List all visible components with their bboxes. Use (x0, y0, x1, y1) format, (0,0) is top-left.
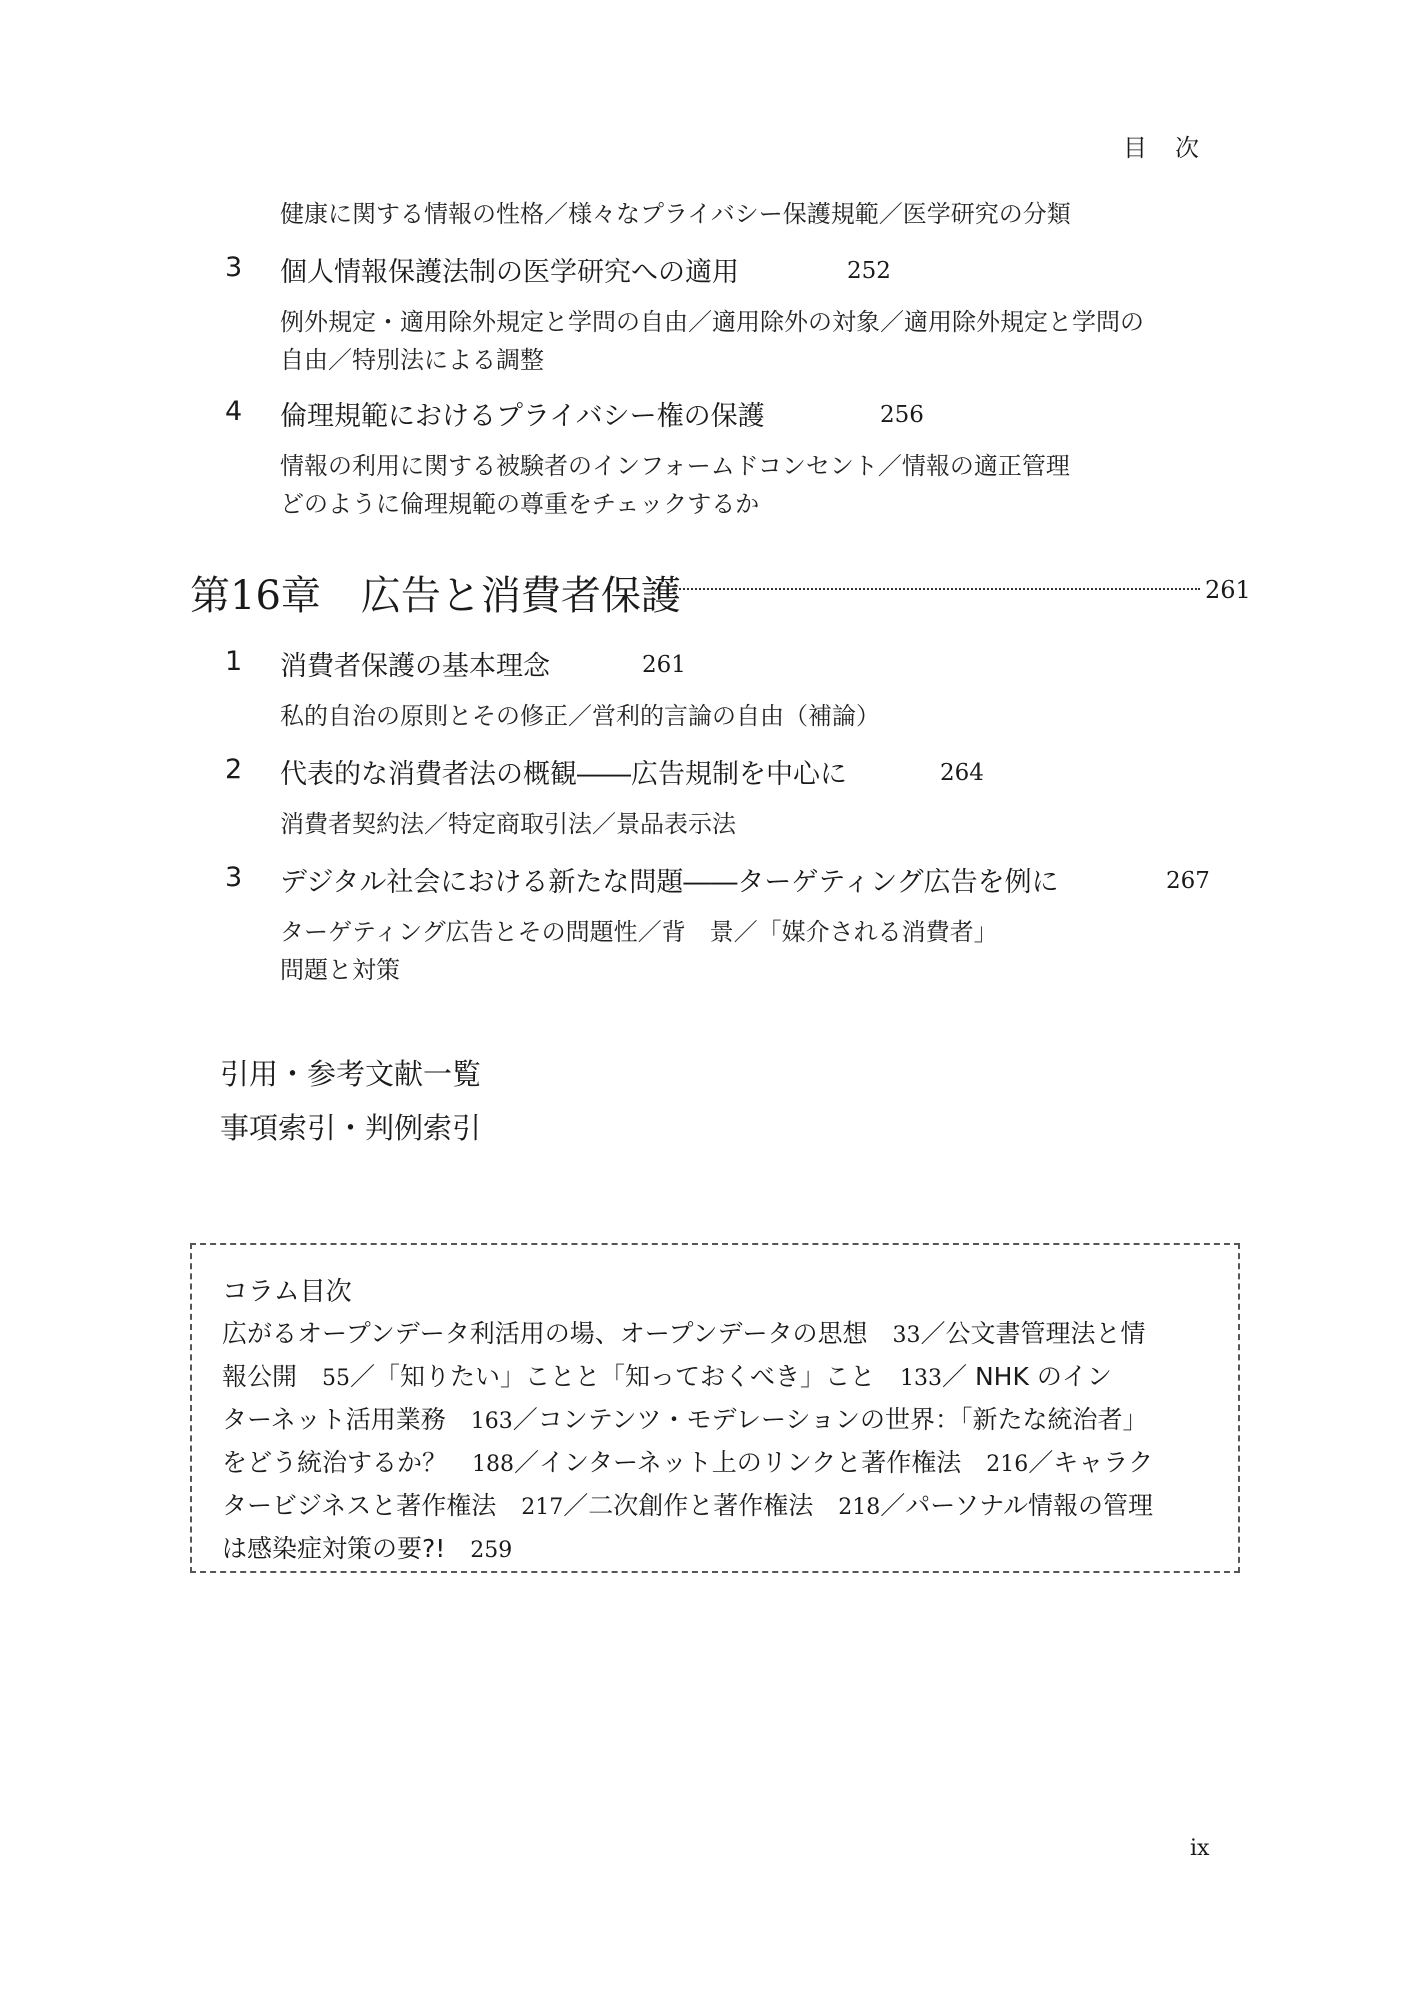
column-text: ／コンテンツ・モデレーションの世界：「新たな統治者」 (512, 1405, 1148, 1434)
column-page-ref: 218 (838, 1495, 881, 1520)
section-title: 個人情報保護法制の医学研究への適用 (280, 257, 739, 288)
column-page-ref: 163 (470, 1409, 513, 1434)
column-page-ref: 188 (472, 1452, 515, 1477)
section-page: 264 (940, 760, 984, 786)
column-text: ／キャラク (1028, 1448, 1154, 1477)
column-page-ref: 55 (322, 1366, 351, 1391)
section-number: 3 (225, 252, 243, 283)
column-text: ／二次創作と著作権法 (563, 1491, 839, 1520)
section-title: 消費者保護の基本理念 (280, 651, 550, 682)
column-page-ref: 216 (986, 1452, 1029, 1477)
section-title: デジタル社会における新たな問題――ターゲティング広告を例に (280, 867, 1059, 898)
column-contents-body (222, 1313, 1212, 1571)
section-summary-line: 問題と対策 (280, 956, 400, 984)
column-text: ターネット活用業務 (222, 1405, 471, 1434)
page-folio: ix (1190, 1836, 1210, 1861)
column-text: は感染症対策の要?! (222, 1534, 471, 1563)
column-text: をどう統治するか？ (222, 1448, 473, 1477)
chapter-heading: 第16章 広告と消費者保護 (190, 573, 681, 619)
chapter-page: 261 (1205, 576, 1251, 604)
section-page: 261 (642, 652, 686, 678)
section-summary-line: 情報の利用に関する被験者のインフォームドコンセント／情報の適正管理 (280, 452, 1070, 480)
column-contents-title: コラム目次 (222, 1277, 352, 1307)
column-line (222, 1356, 1212, 1399)
column-text: 広がるオープンデータ利活用の場、オープンデータの思想 (222, 1319, 893, 1348)
section-summary-line: 自由／特別法による調整 (280, 346, 544, 374)
column-line (222, 1313, 1212, 1356)
column-text: ／公文書管理法と情 (920, 1319, 1146, 1348)
section-page: 267 (1166, 868, 1210, 894)
column-text: タービジネスと著作権法 (222, 1491, 522, 1520)
running-header: 目次 (1123, 134, 1227, 162)
column-line (222, 1399, 1212, 1442)
column-line (222, 1485, 1212, 1528)
section-number: 4 (225, 396, 243, 427)
section-summary-line: 私的自治の原則とその修正／営利的言論の自由（補論） (280, 702, 880, 730)
section-page: 252 (847, 258, 891, 284)
column-text: 報公開 (222, 1362, 323, 1391)
column-page-ref: 133 (900, 1366, 943, 1391)
back-matter-index: 事項索引・判例索引 (220, 1111, 482, 1145)
section-summary-line: 消費者契約法／特定商取引法／景品表示法 (280, 810, 736, 838)
section-summary-line: どのように倫理規範の尊重をチェックするか (280, 490, 760, 518)
section-title: 代表的な消費者法の概観――広告規制を中心に (280, 759, 847, 790)
column-page-ref: 33 (892, 1323, 921, 1348)
dot-leader (672, 588, 1200, 590)
section-page: 256 (880, 402, 924, 428)
column-line (222, 1528, 1212, 1571)
column-text: ／パーソナル情報の管理 (880, 1491, 1154, 1520)
carry-over-text: 健康に関する情報の性格／様々なプライバシー保護規範／医学研究の分類 (280, 200, 1071, 228)
section-number: 1 (225, 646, 243, 677)
back-matter-references: 引用・参考文献一覧 (220, 1057, 482, 1091)
column-text: ／インターネット上のリンクと著作権法 (514, 1448, 987, 1477)
section-number: 3 (225, 862, 243, 893)
section-summary-line: ターゲティング広告とその問題性／背 景／「媒介される消費者」 (280, 918, 998, 946)
column-text: ／「知りたい」ことと「知っておくべき」こと (350, 1362, 901, 1391)
column-page-ref: 217 (521, 1495, 564, 1520)
section-number: 2 (225, 754, 243, 785)
section-summary-line: 例外規定・適用除外規定と学問の自由／適用除外の対象／適用除外規定と学問の (280, 308, 1144, 336)
column-page-ref: 259 (470, 1538, 513, 1563)
column-text: ／ NHK のイン (942, 1362, 1112, 1391)
section-title: 倫理規範におけるプライバシー権の保護 (280, 401, 765, 432)
column-contents-box (190, 1243, 1240, 1573)
column-line (222, 1442, 1212, 1485)
